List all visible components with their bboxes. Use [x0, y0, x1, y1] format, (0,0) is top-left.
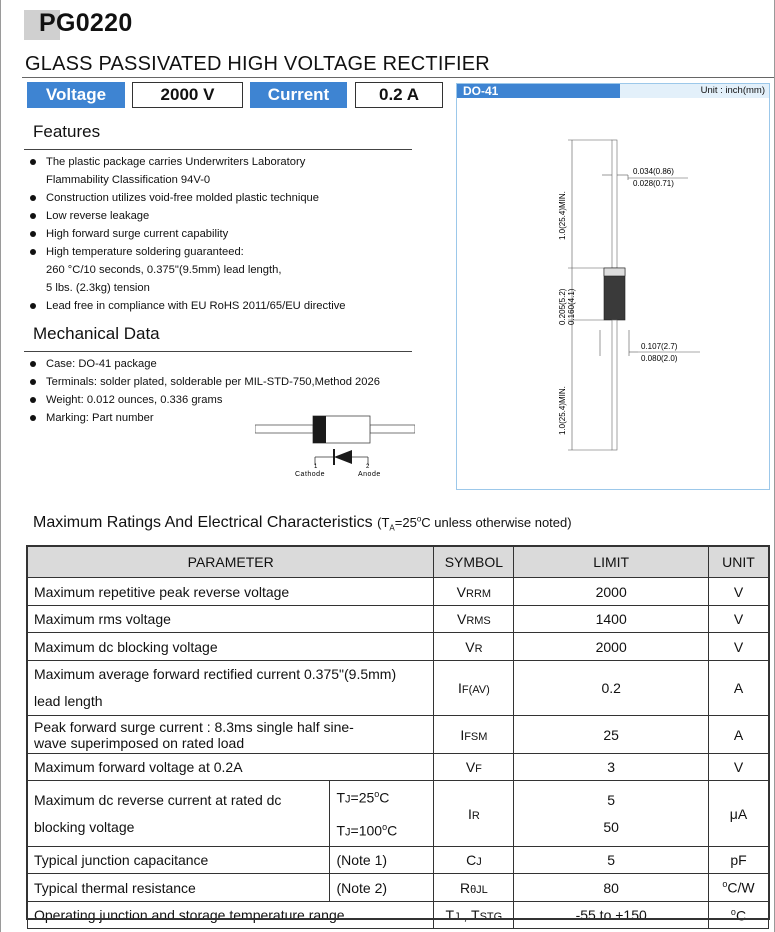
- dim-lead-dia-min: 0.028(0.71): [633, 179, 674, 188]
- ratings-table: [27, 546, 769, 929]
- feature-item: The plastic package carries Underwriters Laboratory Flammability Classification 94V-0: [30, 153, 346, 189]
- package-name: DO-41: [457, 84, 620, 98]
- header-symbol: SYMBOL: [434, 547, 514, 578]
- dim-lead-dia-max: 0.034(0.86): [633, 167, 674, 176]
- dim-lead-len-bottom: 1.0(25.4)MIN.: [558, 386, 567, 435]
- anode-label: Anode: [358, 471, 381, 478]
- mechanical-title: Mechanical Data: [33, 324, 160, 343]
- mechanical-item: Weight: 0.012 ounces, 0.336 grams: [30, 391, 380, 409]
- feature-item: Lead free in compliance with EU RoHS 2011/65/EU directive: [30, 297, 346, 315]
- table-header-row: [28, 547, 769, 578]
- header-unit: UNIT: [709, 547, 769, 578]
- feature-item: Low reverse leakage: [30, 207, 346, 225]
- table-row: Maximum average forward rectified current 0.375"(9.5mm) lead length IF(AV) 0.2 A: [28, 661, 769, 716]
- voltage-label: Voltage: [27, 82, 125, 108]
- dim-body-dia-min: 0.080(2.0): [641, 354, 678, 363]
- table-row: Maximum forward voltage at 0.2A VF 3 V: [28, 754, 769, 781]
- table-row: Operating junction and storage temperature range TJ , TSTG -55 to +150 $^o$C: [28, 902, 769, 929]
- table-row: Typical junction capacitance (Note 1) CJ 5 pF: [28, 847, 769, 874]
- diode-illustration: [255, 412, 415, 484]
- feature-item: High forward surge current capability: [30, 225, 346, 243]
- part-number: PG0220: [39, 9, 133, 37]
- table-row: Peak forward surge current : 8.3ms single half sine- wave superimposed on rated load IFSM 25 A: [28, 716, 769, 754]
- title-divider: [22, 77, 774, 78]
- pin2-label: 2: [366, 464, 370, 470]
- table-row: Maximum dc blocking voltage VR 2000 V: [28, 633, 769, 661]
- table-row: Maximum dc reverse current at rated dc blocking voltage $TJ=25^oC$ $TJ=100^oC$ IR 5 50 μA: [28, 781, 769, 847]
- table-row: Maximum rms voltage VRMS 1400 V: [28, 606, 769, 633]
- dim-body-len-min: 0.160(4.1): [567, 288, 576, 325]
- left-border: [0, 0, 1, 932]
- voltage-value: 2000 V: [132, 82, 243, 108]
- mechanical-divider: [24, 351, 412, 352]
- features-list: [30, 153, 346, 315]
- header-limit: LIMIT: [514, 547, 709, 578]
- current-value: 0.2 A: [355, 82, 443, 108]
- mechanical-item: Case: DO-41 package: [30, 355, 380, 373]
- feature-item: Construction utilizes void-free molded plastic technique: [30, 189, 346, 207]
- product-subtitle: GLASS PASSIVATED HIGH VOLTAGE RECTIFIER: [25, 53, 490, 75]
- feature-item: High temperature soldering guaranteed: 260 °C/10 seconds, 0.375"(9.5mm) lead length, 5 lbs. (2.3kg) tension: [30, 243, 346, 297]
- dim-lead-len-top: 1.0(25.4)MIN.: [558, 191, 567, 240]
- dim-body-dia-max: 0.107(2.7): [641, 342, 678, 351]
- mechanical-item: Marking: Part number: [30, 409, 380, 427]
- features-divider: [24, 149, 412, 150]
- package-dimension-drawing: [540, 130, 710, 460]
- package-unit: Unit : inch(mm): [620, 84, 769, 98]
- cathode-label: Cathode: [295, 471, 325, 478]
- pin1-label: 1: [314, 464, 318, 470]
- ratings-title: Maximum Ratings And Electrical Characteristics ($T_A=25^oC$ unless otherwise noted): [33, 514, 572, 533]
- features-title: Features: [33, 122, 101, 141]
- mechanical-item: Terminals: solder plated, solderable per MIL-STD-750,Method 2026: [30, 373, 380, 391]
- table-row: Maximum repetitive peak reverse voltage VRRM 2000 V: [28, 578, 769, 606]
- table-row: Typical thermal resistance (Note 2) RθJL 80 $^o$C/W: [28, 874, 769, 902]
- header-parameter: PARAMETER: [28, 547, 434, 578]
- current-label: Current: [250, 82, 347, 108]
- dim-body-len-max: 0.205(5.2): [558, 288, 567, 325]
